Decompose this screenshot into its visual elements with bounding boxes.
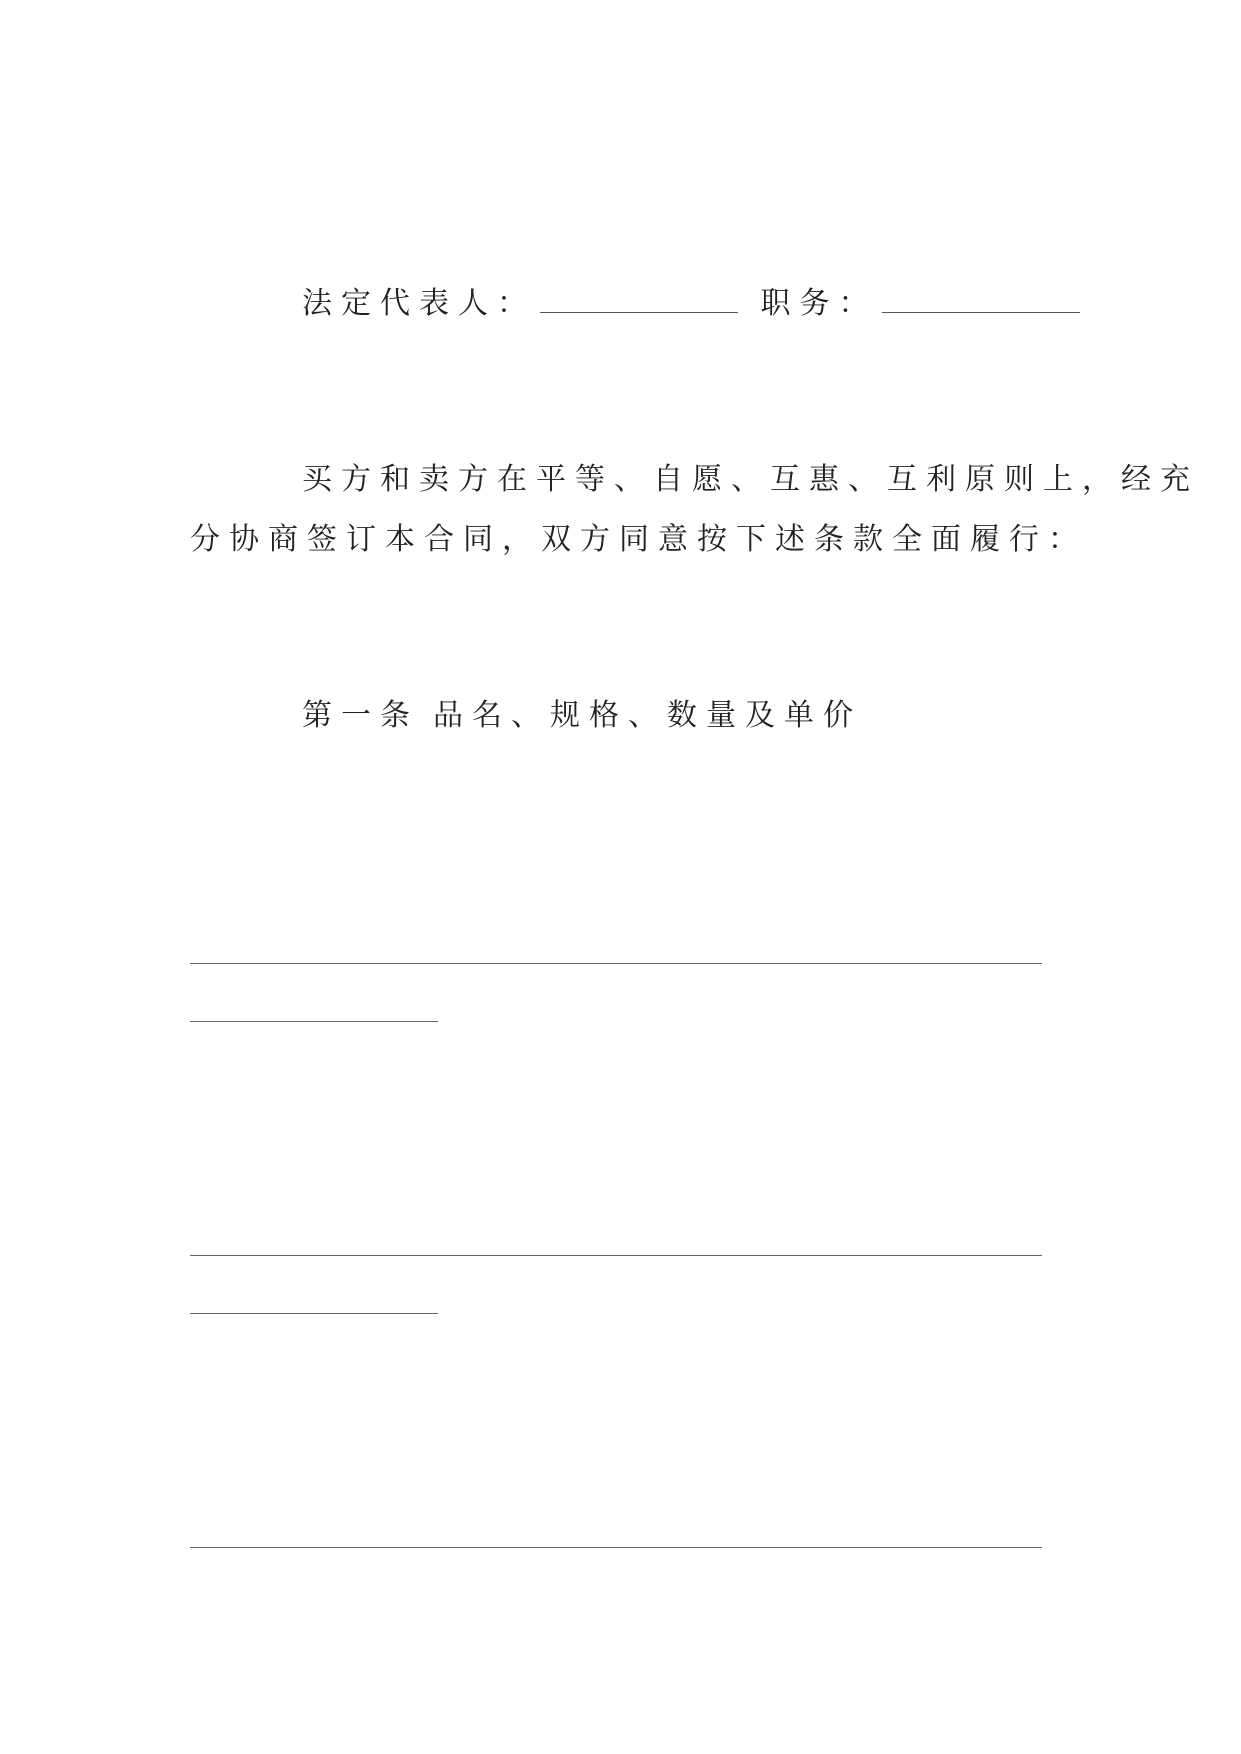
position-blank bbox=[882, 290, 1080, 313]
fill-in-line bbox=[190, 1021, 438, 1022]
article-number: 第一条 bbox=[302, 698, 419, 733]
signature-line bbox=[302, 286, 1084, 322]
fill-in-line bbox=[190, 1547, 1042, 1548]
legal-rep-blank bbox=[540, 290, 738, 313]
intro-line-2: 分协商签订本合同，双方同意按下述条款全面履行： bbox=[190, 522, 1087, 557]
article-1-heading bbox=[302, 698, 862, 734]
article-subject: 品名、规格、数量及单价 bbox=[433, 698, 862, 733]
intro-line-1: 买方和卖方在平等、自愿、互惠、互利原则上，经充 bbox=[302, 462, 1199, 497]
legal-rep-label: 法定代表人： bbox=[302, 286, 536, 321]
fill-in-line bbox=[190, 963, 1042, 964]
fill-in-line bbox=[190, 1255, 1042, 1256]
fill-in-line bbox=[190, 1313, 438, 1314]
position-label: 职务： bbox=[760, 286, 878, 321]
